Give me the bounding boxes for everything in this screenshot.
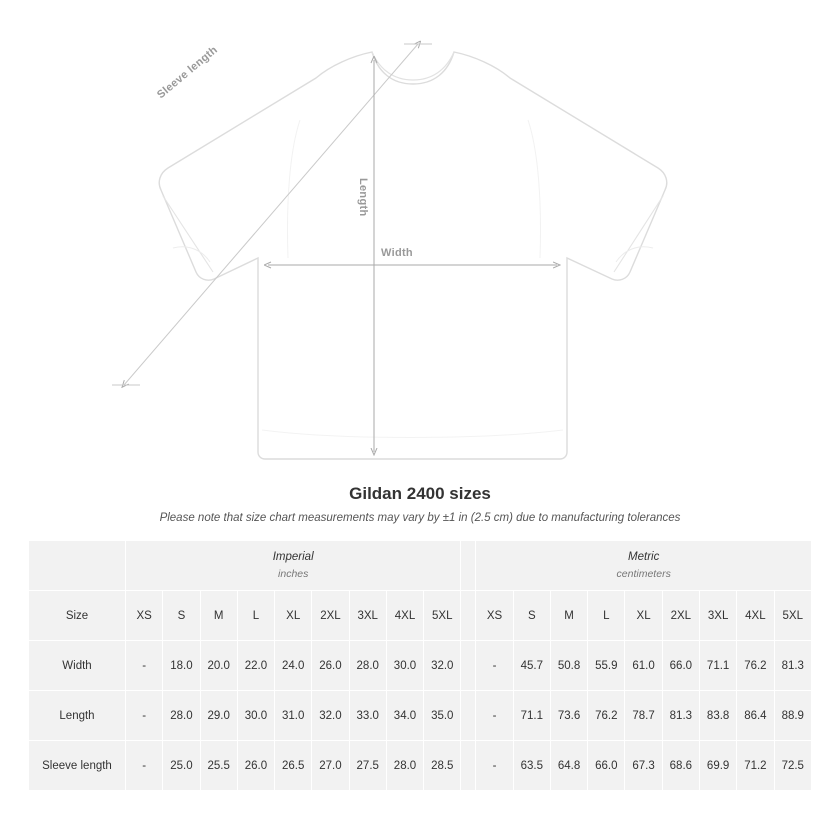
cell-sleeve-length-imperial-4xl: 28.0 [386,741,423,791]
title-block [0,484,840,524]
size-header-imperial-xs: XS [126,591,163,641]
size-chart-table-wrap [0,540,840,791]
cell-width-metric-3xl: 71.1 [699,641,736,691]
table-row [29,641,812,691]
cell-width-imperial-s: 18.0 [163,641,200,691]
unit-spacer [461,641,476,691]
cell-sleeve-length-metric-4xl: 71.2 [737,741,774,791]
size-header-metric-xl: XL [625,591,662,641]
cell-length-metric-s: 71.1 [513,691,550,741]
cell-width-imperial-3xl: 28.0 [349,641,386,691]
cell-sleeve-length-metric-m: 64.8 [550,741,587,791]
cell-length-metric-xs: - [476,691,513,741]
cell-sleeve-length-metric-xl: 67.3 [625,741,662,791]
cell-sleeve-length-imperial-s: 25.0 [163,741,200,791]
unit-spacer [461,541,476,591]
size-header-imperial-l: L [237,591,274,641]
cell-sleeve-length-metric-xs: - [476,741,513,791]
cell-sleeve-length-imperial-xs: - [126,741,163,791]
unit-spacer [461,741,476,791]
cell-sleeve-length-imperial-3xl: 27.5 [349,741,386,791]
size-header-imperial-5xl: 5XL [424,591,461,641]
unit-header-metric: Metric centimeters [476,541,812,591]
size-header-row [29,591,812,641]
cell-sleeve-length-metric-3xl: 69.9 [699,741,736,791]
cell-width-metric-m: 50.8 [550,641,587,691]
size-chart-table [28,540,812,791]
cell-length-imperial-4xl: 34.0 [386,691,423,741]
size-header-metric-xs: XS [476,591,513,641]
cell-width-metric-xs: - [476,641,513,691]
cell-sleeve-length-metric-l: 66.0 [588,741,625,791]
cell-length-imperial-xs: - [126,691,163,741]
size-header-imperial-s: S [163,591,200,641]
cell-width-metric-s: 45.7 [513,641,550,691]
cell-length-metric-xl: 78.7 [625,691,662,741]
cell-sleeve-length-imperial-xl: 26.5 [275,741,312,791]
size-header-metric-5xl: 5XL [774,591,811,641]
cell-width-imperial-2xl: 26.0 [312,641,349,691]
size-header-imperial-xl: XL [275,591,312,641]
row-label-width: Width [29,641,126,691]
size-header-metric-s: S [513,591,550,641]
size-header-metric-4xl: 4XL [737,591,774,641]
cell-width-imperial-4xl: 30.0 [386,641,423,691]
unit-spacer [461,591,476,641]
cell-width-imperial-m: 20.0 [200,641,237,691]
cell-length-metric-3xl: 83.8 [699,691,736,741]
cell-sleeve-length-metric-5xl: 72.5 [774,741,811,791]
cell-length-metric-m: 73.6 [550,691,587,741]
page-title: Gildan 2400 sizes [349,484,491,503]
unit-row-corner [29,541,126,591]
cell-length-metric-5xl: 88.9 [774,691,811,741]
tolerance-note: Please note that size chart measurements may vary by ±1 in (2.5 cm) due to manufacturing tolerances [159,512,681,524]
table-row [29,741,812,791]
cell-sleeve-length-metric-s: 63.5 [513,741,550,791]
cell-length-metric-2xl: 81.3 [662,691,699,741]
unit-spacer [461,691,476,741]
table-row [29,691,812,741]
size-header-imperial-2xl: 2XL [312,591,349,641]
cell-length-metric-4xl: 86.4 [737,691,774,741]
size-header: Size [29,591,126,641]
unit-header-row [29,541,812,591]
cell-sleeve-length-imperial-2xl: 27.0 [312,741,349,791]
cell-length-imperial-3xl: 33.0 [349,691,386,741]
cell-length-imperial-xl: 31.0 [275,691,312,741]
cell-sleeve-length-metric-2xl: 68.6 [662,741,699,791]
cell-sleeve-length-imperial-l: 26.0 [237,741,274,791]
cell-width-metric-2xl: 66.0 [662,641,699,691]
size-header-imperial-3xl: 3XL [349,591,386,641]
size-header-metric-m: M [550,591,587,641]
cell-sleeve-length-imperial-5xl: 28.5 [424,741,461,791]
size-header-imperial-4xl: 4XL [386,591,423,641]
cell-length-imperial-2xl: 32.0 [312,691,349,741]
unit-header-imperial: Imperial inches [126,541,461,591]
length-label: Length [357,178,369,217]
cell-width-imperial-5xl: 32.0 [424,641,461,691]
cell-width-imperial-l: 22.0 [237,641,274,691]
size-header-metric-l: L [588,591,625,641]
row-label-length: Length [29,691,126,741]
cell-length-imperial-5xl: 35.0 [424,691,461,741]
cell-width-metric-l: 55.9 [588,641,625,691]
cell-length-metric-l: 76.2 [588,691,625,741]
size-header-metric-2xl: 2XL [662,591,699,641]
cell-width-imperial-xs: - [126,641,163,691]
cell-width-metric-xl: 61.0 [625,641,662,691]
cell-width-metric-4xl: 76.2 [737,641,774,691]
size-header-imperial-m: M [200,591,237,641]
cell-length-imperial-m: 29.0 [200,691,237,741]
size-header-metric-3xl: 3XL [699,591,736,641]
cell-sleeve-length-imperial-m: 25.5 [200,741,237,791]
cell-length-imperial-s: 28.0 [163,691,200,741]
cell-length-imperial-l: 30.0 [237,691,274,741]
cell-width-metric-5xl: 81.3 [774,641,811,691]
width-label: Width [381,247,413,259]
cell-width-imperial-xl: 24.0 [275,641,312,691]
row-label-sleeve-length: Sleeve length [29,741,126,791]
sleeve-length-label: Sleeve length [155,43,221,102]
